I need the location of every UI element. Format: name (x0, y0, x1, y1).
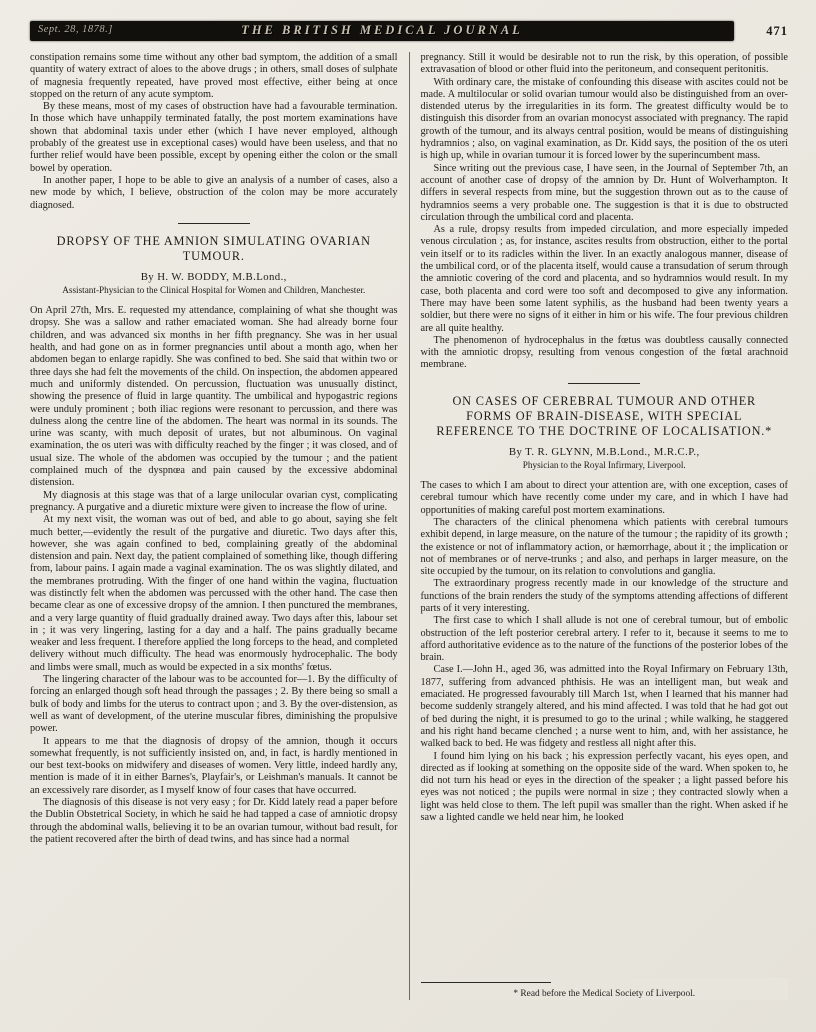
masthead-banner (30, 21, 734, 41)
footnote-rule (421, 982, 551, 983)
issue-date: Sept. 28, 1878.] (38, 24, 113, 35)
paragraph: By these means, most of my cases of obstruction have had a favourable termination. In those which have unhappily terminated fatally, the post mortem examinations have shown that abdominal taxis under ether (which I have never employed, although probably of the greatest use in exceptional cases) would have been useless, and that no further relief would have been possible, except by opening either the colon or the small bowel by operation. (30, 101, 398, 174)
paragraph: The extraordinary progress recently made in our knowledge of the structure and functions of the brain renders the study of the symptoms attending affections of different parts of it very interesting. (420, 578, 788, 614)
paragraph: The diagnosis of this disease is not very easy ; for Dr. Kidd lately read a paper before the Dublin Obstetrical Society, in which he said he had tapped a case of amniotic dropsy through the abdominal walls, believing it to be an ovarian tumour, without bad result, for the patient recovered after the birth of dead twins, and has since had a normal (30, 797, 398, 845)
article-separator-rule (568, 383, 640, 384)
footnote-text: * Read before the Medical Society of Liverpool. (513, 988, 696, 999)
paragraph: On April 27th, Mrs. E. requested my attendance, complaining of what she thought was dropsy. She was a sallow and rather emaciated woman. She had already borne four children, and was advanced six months in her fifth pregnancy. She was in her usual health, and had gone on as in former pregnancies until about a month ago, when her abdomen began to enlarge rapidly. She was confined to bed. She said that within two or three days she had felt the movements of the child. On inspection, the abdomen appeared much and uniformly distended. On percussion, fluctuation was unusually distinct, showing the presence of fluid in large quantity. The umbilical and hypogastric regions were unduly prominent ; both iliac regions were resonant to percussion, and there was dulness along the centre line of the abdomen. The heart was normal in its sounds. The urine was scanty, with much deposit of urates, but not albuminous. On vaginal examination, the os uteri was with difficulty reached by the finger ; it was closed, and of usual size. The whole of the abdomen was occupied by the tumour ; and the patient complained much of the dyspnœa and pain caused by the excessive abdominal distension. (30, 305, 398, 489)
paragraph: constipation remains some time without any other bad symptom, the addition of a small quantity of watery extract of aloes to the above drugs ; in others, small doses of sulphate of magnesia frequently repeated, have proved most effective, either being at once stopped on the return of any acute symptom. (30, 52, 398, 100)
paragraph: In another paper, I hope to be able to give an analysis of a number of cases, also a new mode by which, I believe, obstruction of the colon may be more accurately diagnosed. (30, 174, 398, 211)
article-byline: By H. W. BODDY, M.B.Lond., (140, 270, 287, 283)
masthead (30, 20, 788, 42)
article-title: DROPSY OF THE AMNION SIMULATING OVARIAN TUMOUR. (56, 233, 371, 263)
page-number: 471 (766, 23, 788, 38)
footnote (421, 978, 789, 1000)
paragraph: The phenomenon of hydrocephalus in the fœtus was doubtless causally connected with the amniotic dropsy, resulting from venous congestion of the fœtal arachnoid membrane. (420, 334, 788, 371)
paragraph: With ordinary care, the mistake of confounding this disease with ascites could not be made. A multilocular or solid ovarian tumour would also be distinguished from an over-distended uterus by the irregularities in its form. The greatest difficulty would be to distinguish this disorder from an ovarian monocyst associated with pregnancy. The rapid growth of the tumour, and its always central position, would be means of distinguishing hydramnios ; also, on vaginal examination, as Dr. Kidd says, the position of the os uteri is high up, while in ovarian tumour it is forced lower by the superincumbent mass. (420, 76, 788, 162)
author-affiliation: Assistant-Physician to the Clinical Hospital for Women and Children, Manchester. (62, 285, 366, 296)
paragraph: The cases to which I am about to direct your attention are, with one exception, cases of cerebral tumour which have recently come under my care, and in which I have had opportunities of making careful post mortem examinations. (420, 480, 788, 516)
paragraph: pregnancy. Still it would be desirable not to run the risk, by this operation, of possible extravasation of blood or other fluid into the peritoneum, and consequent peritonitis. (420, 52, 788, 76)
two-column-layout (30, 52, 788, 1000)
paragraph: The characters of the clinical phenomena which patients with cerebral tumours exhibit depend, in large measure, on the nature of the tumour ; the rapidity of its growth ; the existence or not of inflammatory action, or hæmorrhage, about it ; the implication or not of membranes or of nerve-trunks ; and also, and perhaps in larger measure, on the site occupied by the tumour, on its relation to convolutions and ganglia. (420, 516, 788, 578)
paragraph: At my next visit, the woman was out of bed, and able to go about, saying she felt much better,—evidently the result of the purgative and diuretic. Two days after this, however, she was again confined to bed, complaining greatly of the abdominal distension and pain. Next day, the patient complained of something like, though differing from, labour pains. I again made a vaginal examination. The os was slightly dilated, and the membranes protruding. With the finger of one hand within the vagina, fluctuation was distinctly felt when the abdomen was percussed with the other hand. The case then became clear as one of excessive dropsy of the amnion. I then punctured the membranes, and a very large quantity of fluid gradually drained away. Two days after this, labour set in ; it was very lingering, lasting for a day and a half. The pains gradually became weaker and less frequent. I therefore applied the long forceps to the head, and completed delivery without much difficulty. The head was enormously hydrocephalic. The body and limbs were small, much as would be expected in a six months' fœtus. (30, 514, 398, 673)
paragraph: Case I.—John H., aged 36, was admitted into the Royal Infirmary on February 13th, 1877, suffering from advanced phthisis. He was an intelligent man, but weak and emaciated. He progressed favourably till March 1st, when I learned that his manner had become suddenly strangely altered, and his mind affected. I was told that he had got out of bed during the night, it is presumed to go to the urinal ; while walking, he staggered and his right hand became clenched ; a nurse went to him, and, with her assistance, he walked back to bed. He was fidgety and restless all night after this. (420, 664, 788, 750)
author-affiliation: Physician to the Royal Infirmary, Liverpool. (522, 460, 686, 471)
article-title: ON CASES OF CEREBRAL TUMOUR AND OTHER FORMS OF BRAIN-DISEASE, WITH SPECIAL REFERENCE TO THE DOCTRINE OF LOCALISATION.* (436, 393, 773, 438)
journal-title: THE BRITISH MEDICAL JOURNAL (241, 23, 523, 37)
article-byline: By T. R. GLYNN, M.B.Lond., M.R.C.P., (508, 445, 700, 458)
paragraph: Since writing out the previous case, I have seen, in the Journal of September 7th, an account of another case of dropsy of the amnion by Dr. Hunt of Wolverhampton. It differs in several respects from mine, but the suggestion thrown out as to the cause of hydramnios seems a very probable one. The suggestion is that it is due to obstructed circulation through the umbilical cord and placenta. (420, 162, 788, 223)
paragraph: I found him lying on his back ; his expression perfectly vacant, his eyes open, and directed as if looking at something on the opposite side of the ward. When spoken to, he did not turn his head or eyes in the direction of the speaker ; a light passed before his eyes was not noticed ; the pupils were normal in size ; they contracted slowly when a light was held close to them. The left pupil was smaller than the right. When asked if he saw a lighted candle we held near him, he looked (420, 750, 788, 824)
article-separator-rule (178, 223, 250, 224)
paragraph: The first case to which I shall allude is not one of cerebral tumour, but of embolic obstruction of the left posterior cerebral artery. I refer to it, because it seems to me to afford authoritative evidence as to the nature of the functions of the posterior lobes of the brain. (420, 615, 788, 664)
paragraph: My diagnosis at this stage was that of a large unilocular ovarian cyst, complicating pregnancy. A purgative and a diuretic mixture were given to increase the flow of urine. (30, 489, 398, 513)
right-column (410, 52, 789, 1000)
left-column (30, 52, 409, 1000)
paragraph: It appears to me that the diagnosis of dropsy of the amnion, though it occurs somewhat frequently, is not sufficiently insisted on, and, in fact, is hardly mentioned in our best text-books on midwifery and diseases of women. Very little, indeed hardly any, mention is made of it in either Barnes's, Playfair's, or Leishman's manuals. It cannot be an excessively rare disorder, as I myself know of four cases that have occurred. (30, 735, 398, 796)
paragraph: The lingering character of the labour was to be accounted for—1. By the difficulty of forcing an enlarged though soft head through the passages ; 2. By there being so small a bulk of body and limbs for the uterus to contract upon ; and 3. By the over-distension, as well as want of development, of the uterine muscular fibres, diminishing the propulsive power. (30, 674, 398, 735)
paragraph: As a rule, dropsy results from impeded circulation, and more especially impeded venous circulation ; as, for instance, ascites results from obstruction, either to the portal vein itself or to its radicles within the liver. In an exactly analogous manner, disease of the umbilical cord, or of the placenta itself, would cause a transudation of serum through the amniotic covering of the cord and placenta, and so hydramnios would result. In my case, both placenta and cord were too soft and decomposed to give any information. There may have been some latent syphilis, as the husband had been twenty years a soldier, but there were no signs of it either in him or his wife. The four previous children are all quite healthy. (420, 224, 788, 334)
